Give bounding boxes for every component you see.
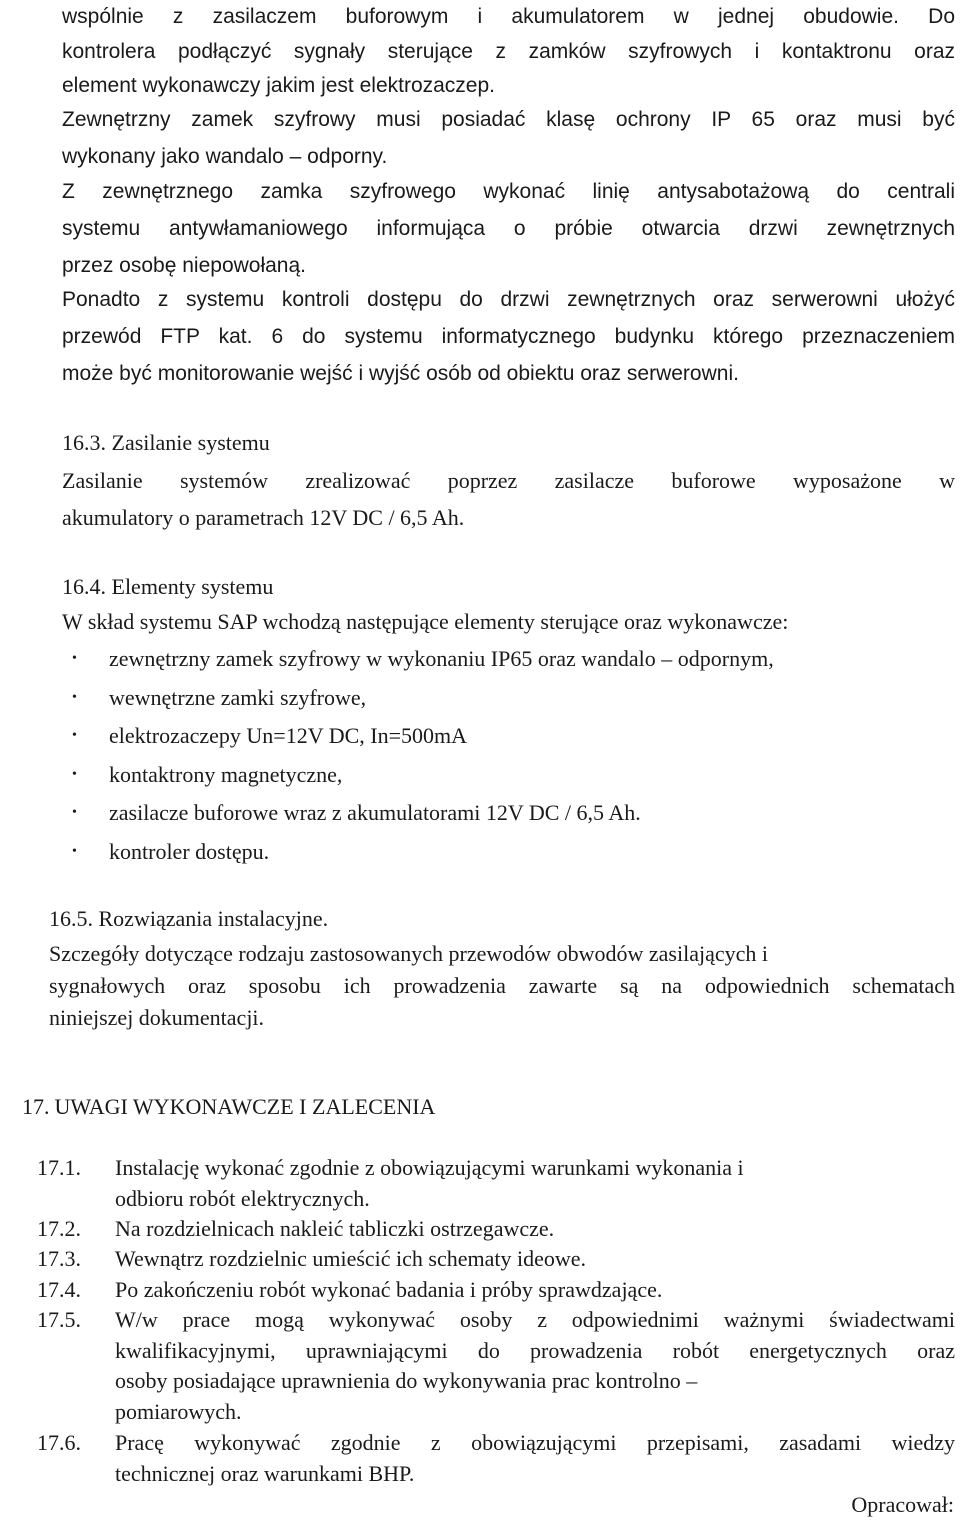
bullet-icon: • <box>72 689 77 705</box>
list-item-text: kontroler dostępu. <box>109 838 270 864</box>
text-line: odbioru robót elektrycznych. <box>115 1185 370 1211</box>
list-item-text: zewnętrzny zamek szyfrowy w wykonaniu IP65 oraz wandalo – odpornym, <box>109 646 774 671</box>
item-text <box>115 1244 955 1275</box>
text-line: Po zakończeniu robót wykonać badania i próby sprawdzające. <box>115 1277 663 1302</box>
item-number: 17.6. <box>37 1430 81 1455</box>
text-line: akumulatory o parametrach 12V DC / 6,5 Ah. <box>62 505 465 530</box>
list-item <box>72 837 774 876</box>
list-item-text: wewnętrzne zamki szyfrowe, <box>109 684 367 710</box>
item-text <box>115 1305 955 1427</box>
text-line: kwalifikacyjnymi, uprawniającymi do prowadzenia robót energetycznych oraz <box>115 1337 955 1363</box>
section-heading-17 <box>22 1092 435 1122</box>
system-elements-list <box>72 644 774 875</box>
text-line: wspólnie z zasilaczem buforowym i akumulatorem w jednej obudowie. Do <box>62 5 955 28</box>
item-text <box>115 1275 955 1306</box>
item-number: 17.2. <box>37 1216 81 1241</box>
item-number: 17.5. <box>37 1307 81 1332</box>
item-text <box>115 1428 955 1489</box>
text-line: Z zewnętrznego zamka szyfrowego wykonać linię antysabotażową do centrali <box>62 180 955 203</box>
bullet-icon: • <box>72 843 77 859</box>
list-item <box>72 683 774 722</box>
paragraph-ip-class <box>62 101 955 175</box>
section-title: UWAGI WYKONAWCZE I ZALECENIA <box>54 1094 436 1119</box>
paragraph-system-elements-intro: W skład systemu SAP wchodzą następujące elementy sterujące oraz wykonawcze: <box>62 609 789 634</box>
paragraph-tamper-line <box>62 173 955 284</box>
list-item <box>72 798 774 837</box>
text-line: może być monitorowanie wejść i wyjść osób od obiektu oraz serwerowni. <box>62 362 739 385</box>
item-text <box>115 1153 955 1214</box>
paragraph-power-supply <box>62 462 955 536</box>
paragraph-installation <box>49 938 955 1034</box>
list-item <box>72 760 774 799</box>
text-line: Zasilanie systemów zrealizować poprzez zasilacze buforowe wyposażone w <box>62 468 955 493</box>
text-line: Instalację wykonać zgodnie z obowiązującymi warunkami wykonania i <box>115 1155 744 1180</box>
list-item <box>72 644 774 683</box>
section-heading-16-3: 16.3. Zasilanie systemu <box>62 430 270 455</box>
text-line: niniejszej dokumentacji. <box>49 1005 265 1030</box>
text-line: przewód FTP kat. 6 do systemu informatycznego budynku którego przeznaczeniem <box>62 325 955 348</box>
text-line: technicznej oraz warunkami BHP. <box>115 1460 415 1486</box>
text-line: osoby posiadające uprawnienia do wykonywania prac kontrolno – <box>115 1368 698 1393</box>
text-line: Szczegóły dotyczące rodzaju zastosowanych przewodów obwodów zasilających i <box>49 941 768 966</box>
text-line: sygnałowych oraz sposobu ich prowadzenia zawarte są na odpowiednich schematach <box>49 973 955 998</box>
text-line: element wykonawczy jakim jest elektrozaczep. <box>62 74 496 97</box>
section-heading-16-5: 16.5. Rozwiązania instalacyjne. <box>49 906 329 931</box>
text-line: pomiarowych. <box>115 1398 242 1424</box>
item-number: 17.1. <box>37 1155 81 1180</box>
text-line: systemu antywłamaniowego informująca o próbie otwarcia drzwi zewnętrznych <box>62 217 955 240</box>
bullet-icon: • <box>72 766 77 782</box>
text-line: W/w prace mogą wykonywać osoby z odpowiednimi ważnymi świadectwami <box>115 1307 955 1332</box>
list-item <box>72 721 774 760</box>
item-number: 17.3. <box>37 1246 81 1271</box>
text-line: Wewnątrz rozdzielnic umieścić ich schematy ideowe. <box>115 1246 587 1271</box>
text-line: Ponadto z systemu kontroli dostępu do drzwi zewnętrznych oraz serwerowni ułożyć <box>62 288 955 311</box>
text-line: wykonany jako wandalo – odporny. <box>62 145 388 168</box>
section-number: 17. <box>22 1094 50 1119</box>
signature-label: Opracował: <box>851 1492 954 1517</box>
list-item-text: zasilacze buforowe wraz z akumulatorami 12V DC / 6,5 Ah. <box>109 800 641 825</box>
bullet-icon: • <box>72 651 77 666</box>
text-line: Pracę wykonywać zgodnie z obowiązującymi przepisami, zasadami wiedzy <box>115 1430 955 1455</box>
text-line: kontrolera podłączyć sygnały sterujące z zamków szyfrowych i kontaktronu oraz <box>62 39 955 63</box>
section-heading-16-4: 16.4. Elementy systemu <box>62 574 274 599</box>
list-item-text: kontaktrony magnetyczne, <box>109 761 343 787</box>
bullet-icon: • <box>72 805 77 820</box>
paragraph-ftp-cable <box>62 281 955 392</box>
item-number: 17.4. <box>37 1277 81 1302</box>
text-line: przez osobę niepowołaną. <box>62 254 307 277</box>
list-item-text: elektrozaczepy Un=12V DC, In=500mA <box>109 723 467 748</box>
text-line: Na rozdzielnicach nakleić tabliczki ostrzegawcze. <box>115 1216 555 1241</box>
paragraph-controller-wiring <box>62 0 955 104</box>
bullet-icon: • <box>72 728 77 743</box>
item-text <box>115 1214 955 1245</box>
text-line: Zewnętrzny zamek szyfrowy musi posiadać klasę ochrony IP 65 oraz musi być <box>62 108 955 131</box>
